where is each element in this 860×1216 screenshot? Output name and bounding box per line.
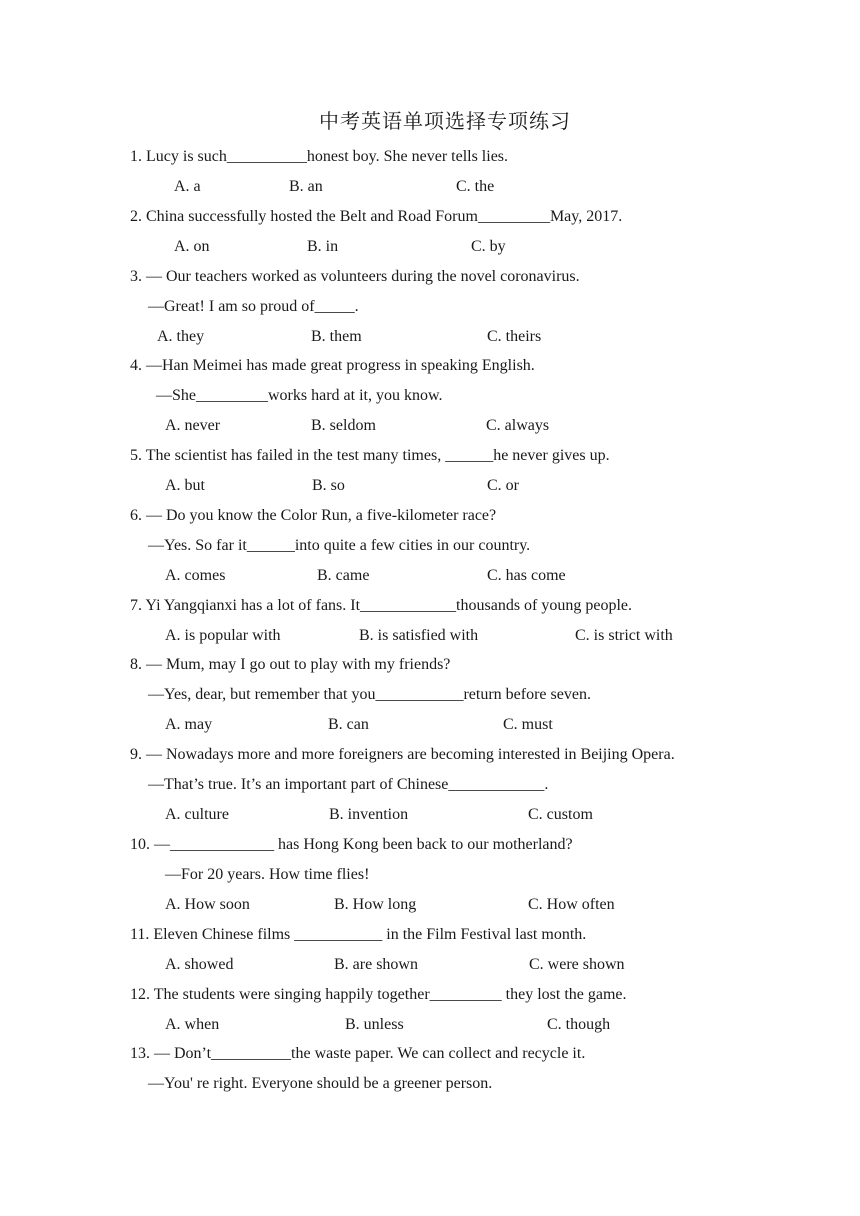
question-13-line-2: —You' re right. Everyone should be a greener person.	[148, 1075, 493, 1092]
question-2-option-b: B. in	[307, 238, 339, 255]
question-7-option-b: B. is satisfied with	[359, 627, 479, 644]
question-4-option-a: A. never	[165, 417, 221, 434]
question-8-option-c: C. must	[503, 716, 553, 733]
question-2-option-a: A. on	[174, 238, 210, 255]
question-4-option-b: B. seldom	[311, 417, 376, 434]
question-11-option-b: B. are shown	[334, 956, 418, 973]
question-6-option-b: B. came	[317, 567, 370, 584]
page-title: 中考英语单项选择专项练习	[319, 109, 571, 133]
question-1-option-a: A. a	[174, 178, 201, 195]
question-4-line-2: —She_________works hard at it, you know.	[156, 387, 443, 404]
question-12-line-1: 12. The students were singing happily together_________ they lost the game.	[130, 986, 627, 1003]
question-13-line-1: 13. — Don’t__________the waste paper. We can collect and recycle it.	[130, 1045, 586, 1062]
question-3-option-c: C. theirs	[487, 328, 542, 345]
question-6-option-c: C. has come	[487, 567, 566, 584]
question-9-option-b: B. invention	[329, 806, 409, 823]
question-1-option-c: C. the	[456, 178, 495, 195]
question-8-line-1: 8. — Mum, may I go out to play with my friends?	[130, 656, 451, 673]
question-5-option-a: A. but	[165, 477, 205, 494]
question-2-option-c: C. by	[471, 238, 506, 255]
question-4-line-1: 4. —Han Meimei has made great progress in speaking English.	[130, 357, 535, 374]
question-5-option-c: C. or	[487, 477, 519, 494]
question-1-line-1: 1. Lucy is such__________honest boy. She never tells lies.	[130, 148, 509, 165]
question-7-option-a: A. is popular with	[165, 627, 281, 644]
question-11-line-1: 11. Eleven Chinese films ___________ in the Film Festival last month.	[130, 926, 587, 943]
question-12-option-a: A. when	[165, 1016, 220, 1033]
question-6-line-1: 6. — Do you know the Color Run, a five-kilometer race?	[130, 507, 497, 524]
question-12-option-c: C. though	[547, 1016, 611, 1033]
question-6-line-2: —Yes. So far it______into quite a few cities in our country.	[148, 537, 531, 554]
question-8-option-a: A. may	[165, 716, 213, 733]
question-8-option-b: B. can	[328, 716, 369, 733]
question-3-line-1: 3. — Our teachers worked as volunteers during the novel coronavirus.	[130, 268, 580, 285]
question-7-line-1: 7. Yi Yangqianxi has a lot of fans. It____________thousands of young people.	[130, 597, 633, 614]
question-1-option-b: B. an	[289, 178, 323, 195]
question-2-line-1: 2. China successfully hosted the Belt and Road Forum_________May, 2017.	[130, 208, 623, 225]
question-11-option-a: A. showed	[165, 956, 234, 973]
question-9-option-c: C. custom	[528, 806, 593, 823]
question-10-option-b: B. How long	[334, 896, 417, 913]
question-9-line-2: —That’s true. It’s an important part of Chinese____________.	[148, 776, 549, 793]
question-10-option-c: C. How often	[528, 896, 615, 913]
question-5-option-b: B. so	[312, 477, 345, 494]
question-12-option-b: B. unless	[345, 1016, 404, 1033]
question-10-line-1: 10. —_____________ has Hong Kong been back to our motherland?	[130, 836, 573, 853]
question-3-option-a: A. they	[157, 328, 205, 345]
question-9-line-1: 9. — Nowadays more and more foreigners are becoming interested in Beijing Opera.	[130, 746, 675, 763]
question-3-option-b: B. them	[311, 328, 362, 345]
question-5-line-1: 5. The scientist has failed in the test many times, ______he never gives up.	[130, 447, 610, 464]
question-8-line-2: —Yes, dear, but remember that you___________return before seven.	[148, 686, 591, 703]
question-4-option-c: C. always	[486, 417, 550, 434]
question-3-line-2: —Great! I am so proud of_____.	[148, 298, 359, 315]
question-6-option-a: A. comes	[165, 567, 226, 584]
question-9-option-a: A. culture	[165, 806, 229, 823]
question-7-option-c: C. is strict with	[575, 627, 673, 644]
question-10-line-2: —For 20 years. How time flies!	[165, 866, 370, 883]
question-11-option-c: C. were shown	[529, 956, 625, 973]
question-10-option-a: A. How soon	[165, 896, 250, 913]
